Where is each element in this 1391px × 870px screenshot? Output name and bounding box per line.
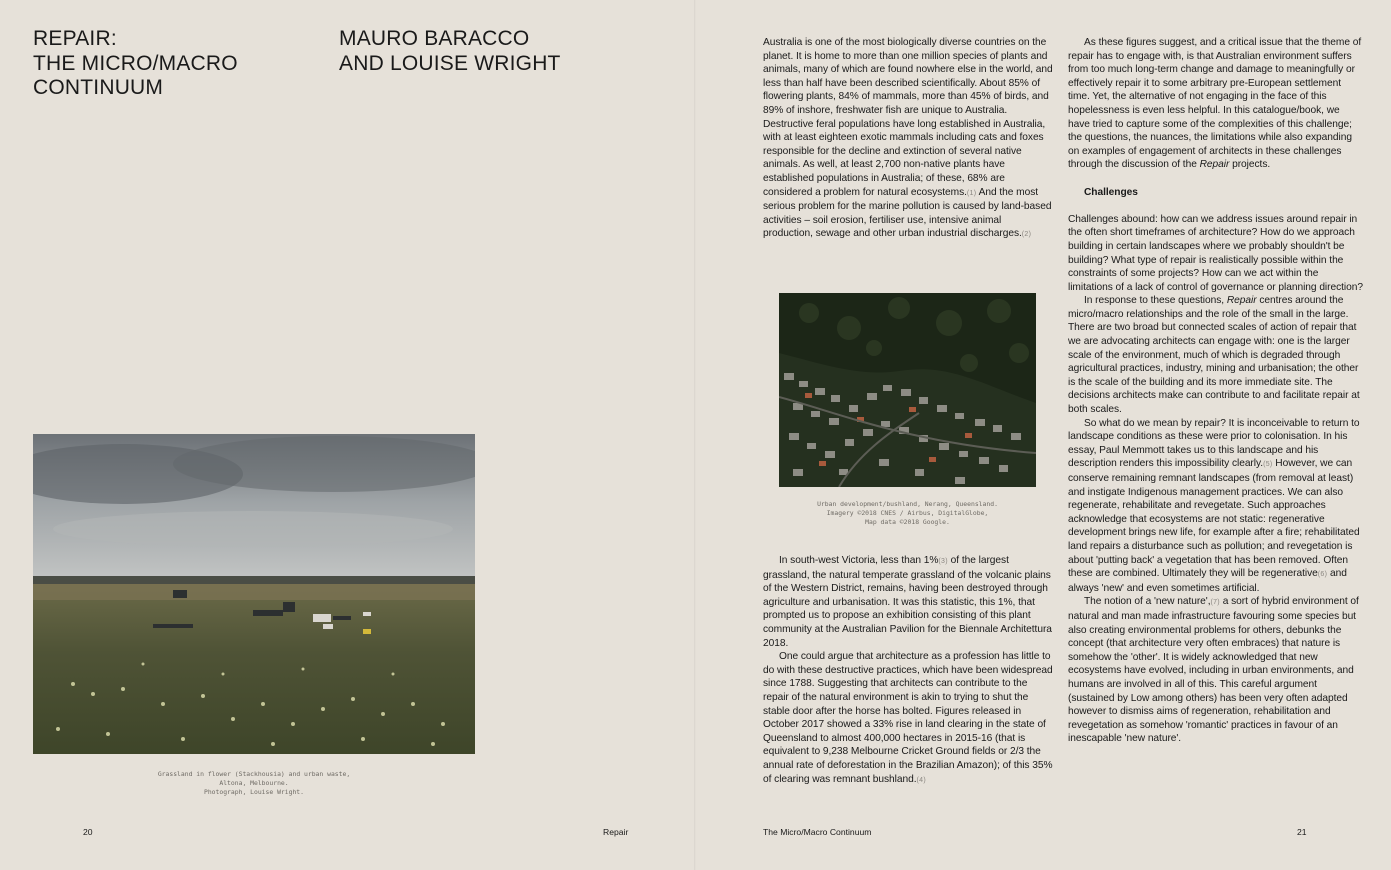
footnote-ref: (7): [1210, 599, 1220, 607]
caption-line: Imagery ©2018 CNES / Airbus, DigitalGlobe,: [826, 509, 989, 518]
gutter-shadow: [694, 0, 696, 870]
paragraph: In response to these questions, Repair centres around the micro/macro relationships and the role of the small in the large. There are two broad but connected scales of action of repair that we are advocating architects can engage with: one is the larger scale of the environment, much of which is degraded through agricultural practices, industry, mining and urbanisation; the other is the scale of the building and its more immediate site. The decisions architects make can contribute to and facilitate repair at both scales.: [1068, 295, 1360, 416]
title-line: CONTINUUM: [33, 76, 164, 99]
paragraph: Australia is one of the most biologically diverse countries on the planet. It is home to more than one million species of plants and animals, many of which are found nowhere else in the world, and less than half have been described scientifically. About 85% of flowering plants, 84% of mammals, more than 45% of birds, and 89% of inshore, freshwater fish are unique to Australia. Destructive feral populations have long established in Australia, with at least eighteen exotic mammals including cats and foxes responsible for the decline and extinction of several native animals. As well, at least 2,700 non-native plants have established populations in Australia; of these, 68% are considered a problem for natural ecosystems.(1) And the most serious problem for the marine pollution is caused by land-based activities – soil erosion, fertiliser use, intensive animal production, sewage and other urban industrial discharges.(2): [763, 37, 1053, 240]
grassland-photo: [33, 434, 475, 754]
footnote-ref: (3): [938, 558, 948, 565]
article-authors: [339, 27, 561, 76]
footnote-ref: (2): [1021, 231, 1032, 239]
footnote-ref: (4): [916, 776, 926, 784]
author-line: MAURO BARACCO: [339, 27, 530, 50]
page-number-right: 21: [1297, 827, 1307, 837]
page-number-left: 20: [83, 827, 93, 837]
grassland-photo-caption: [120, 770, 388, 798]
author-line: AND LOUISE WRIGHT: [339, 51, 561, 75]
caption-line: Photograph, Louise Wright.: [203, 788, 305, 797]
caption-line: Grassland in flower (Stackhousia) and urban waste,: [157, 770, 351, 778]
text-column-left: [763, 36, 1053, 242]
text-column-left-lower: [763, 554, 1053, 787]
caption-line: Altona, Melbourne.: [219, 779, 289, 788]
footnote-ref: (1): [966, 189, 977, 197]
caption-line: Map data ©2018 Google.: [865, 518, 950, 527]
paragraph: So what do we mean by repair? It is inconceivable to return to landscape conditions as these were prior to colonisation. In his essay, Paul Memmott takes us to this landscape and his description renders this impossibility clearly.(5) However, we can conserve remaining remnant landscapes (from removal at least) and instigate Indigenous management practices. We can also regenerate, rehabilitate and revegetate. Such approaches acknowledge that ecosystems are not static: regenerative development brings new life, for example after a fire; rehabilitated land repairs a disturbance such as pollution; and revegetation is about 'putting back' a vegetation that has been removed. Often these are combined. Ultimately they will be regenerative(6) and always 'new' and even sometimes artificial.: [1068, 417, 1360, 594]
paragraph: In south-west Victoria, less than 1%(3) of the largest grassland, the natural temperate grassland of the volcanic plains of the Western District, remains, having been destroyed through agriculture and urbanisation. It was this statistic, this 1%, that prompted us to propose an exhibition consisting of this plant community at the Australian Pavilion for the Biennale Architettura 2018.: [763, 555, 1052, 649]
running-head-right: The Micro/Macro Continuum: [763, 827, 872, 837]
article-title: [33, 27, 238, 101]
paragraph: As these figures suggest, and a critical issue that the theme of repair has to engage with, is that Australian environment suffers from too much long-term change and damage to meaningfully or effectively repair it to some arbitrary pre-European settlement time. Yet, the alternative of not engaging in the face of this hopelessness is even less helpful. In this catalogue/book, we have tried to capture some of the complexities of this challenge; the questions, the nuances, the limitations while also expanding on examples of engagement of architects in these challenges through the discussion of the Repair projects.: [1068, 37, 1362, 171]
section-heading: Challenges: [1084, 186, 1138, 198]
grassland-photo-image: [33, 434, 475, 754]
paragraph: The notion of a 'new nature',(7) a sort of hybrid environment of natural and man made infrastructure favouring some species but also creating environmental problems for others, debunks the concept (that architecture very often embraces) that nature is somehow the 'other'. It is widely acknowledged that new ecosystems have evolved, including in urban environments, and humans are involved in all of this. This careful argument (sustained by Low among others) has been very often adapted however to dismiss aims of regeneration, rehabilitation and revegetation as somehow 'romantic' practices in favour of an inescapable 'new nature'.: [1068, 596, 1359, 745]
paragraph: One could argue that architecture as a profession has little to do with these destructive practices, which have been widespread since 1788. Suggesting that architects can contribute to the repair of the natural environment is akin to trying to shut the stable door after the horse has bolted. Figures released in October 2017 showed a 33% rise in land clearing in the state of Queensland to almost 400,000 hectares in 2015-16 (that is equivalent to 9,238 Melbourne Cricket Ground fields or 2/3 the annual rate of deforestation in the Brazilian Amazon); of this 35% of clearing was remnant bushland.(4): [763, 651, 1053, 785]
title-line: THE MICRO/MACRO: [33, 51, 238, 75]
text-column-right: [1068, 36, 1364, 746]
running-head-left: Repair: [603, 827, 629, 837]
aerial-photo: [779, 293, 1036, 487]
caption-line: Urban development/bushland, Nerang, Queensland.: [817, 500, 998, 508]
footnote-ref: (5): [1263, 461, 1273, 469]
title-line: REPAIR:: [33, 27, 117, 50]
aerial-photo-image: [779, 293, 1036, 487]
aerial-photo-caption: [779, 500, 1036, 528]
footnote-ref: (6): [1317, 571, 1328, 579]
paragraph: Challenges abound: how can we address issues around repair in the often short timeframes of architecture? How do we approach building in certain landscapes where we probably shouldn't be building? What type of repair is realistically possible within the constraints of some projects? How can we act within the limitations of a lack of control of governance or planning direction?: [1068, 213, 1363, 293]
